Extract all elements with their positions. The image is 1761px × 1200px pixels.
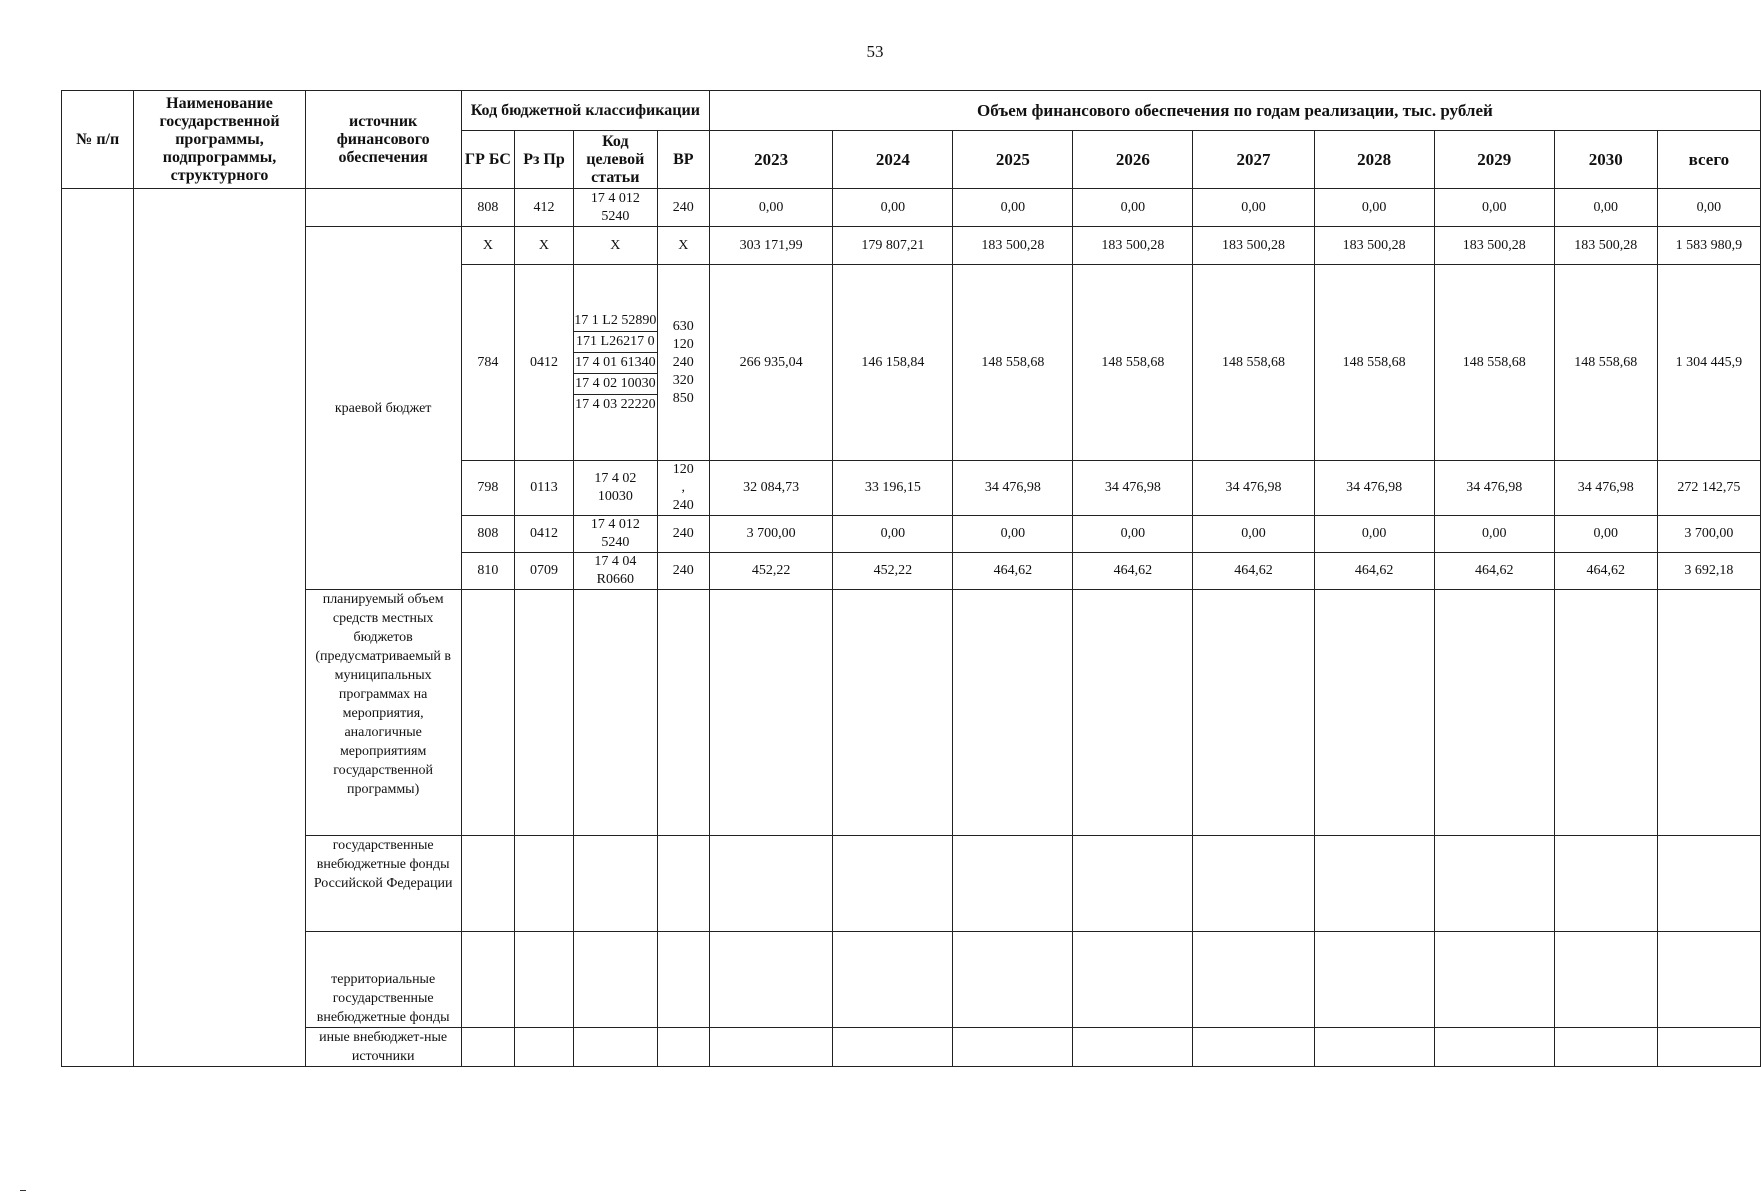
cell-value: 303 171,99	[709, 227, 832, 265]
cell-grbs: 798	[461, 461, 514, 516]
cell-total: 1 583 980,9	[1657, 227, 1760, 265]
cell-source-empty	[305, 189, 461, 227]
cell-value: 464,62	[1554, 553, 1657, 590]
cell-vr-list	[657, 461, 709, 516]
cell-value: 0,00	[1554, 516, 1657, 553]
cell-value: 464,62	[953, 553, 1073, 590]
cell-rzpr: 412	[515, 189, 574, 227]
cell-name-empty	[134, 189, 305, 1067]
header-year: 2026	[1073, 131, 1193, 189]
vr-code: 630	[672, 318, 694, 334]
cell-value: 0,00	[953, 189, 1073, 227]
header-year: 2025	[953, 131, 1073, 189]
header-program-name: Наименование государственной программы, подпрограммы, структурного	[134, 91, 305, 189]
cell-vr: 240	[657, 189, 709, 227]
header-rzpr: Рз Пр	[515, 131, 574, 189]
cell-value: 33 196,15	[833, 461, 953, 516]
header-num: № п/п	[62, 91, 134, 189]
cell-vr: 240	[657, 553, 709, 590]
kcs-code: 17 4 02 10030	[574, 374, 657, 395]
cell-rzpr: 0113	[515, 461, 574, 516]
cell-value: 148 558,68	[1554, 265, 1657, 461]
cell-grbs: 810	[461, 553, 514, 590]
header-year: 2030	[1554, 131, 1657, 189]
header-volume: Объем финансового обеспечения по годам реализации, тыс. рублей	[709, 91, 1760, 131]
cell-value: 34 476,98	[953, 461, 1073, 516]
cell-value: 452,22	[833, 553, 953, 590]
cell-value: 0,00	[1193, 516, 1314, 553]
cell-kcs: Х	[573, 227, 657, 265]
cell-value: 146 158,84	[833, 265, 953, 461]
financing-table-frame	[61, 90, 1743, 1105]
cell-value: 183 500,28	[1554, 227, 1657, 265]
cell-total: 0,00	[1657, 189, 1760, 227]
kcs-code: 171 L26217 0	[574, 332, 657, 353]
cell-value: 464,62	[1193, 553, 1314, 590]
cell-value: 0,00	[1073, 516, 1193, 553]
page-number: 53	[866, 42, 884, 61]
cell-value: 183 500,28	[1193, 227, 1314, 265]
source-regional-budget: краевой бюджет	[305, 227, 461, 590]
header-year: 2023	[709, 131, 832, 189]
financing-table	[61, 90, 1761, 1067]
vr-code: 850	[672, 390, 694, 406]
table-row	[62, 590, 1761, 836]
cell-value: 32 084,73	[709, 461, 832, 516]
cell-value: 0,00	[833, 189, 953, 227]
table-row	[62, 189, 1761, 227]
cell-value: 179 807,21	[833, 227, 953, 265]
header-kbk: Код бюджетной классификации	[461, 91, 709, 131]
cell-value: 0,00	[1314, 516, 1434, 553]
source-other: иные внебюджет-ные источники	[305, 1028, 461, 1067]
cell-rzpr: 0412	[515, 265, 574, 461]
cell-value: 0,00	[1314, 189, 1434, 227]
cell-value: 0,00	[1554, 189, 1657, 227]
vr-code: 320	[672, 372, 694, 388]
header-source: источник финансового обеспечения	[305, 91, 461, 189]
cell-value: 34 476,98	[1073, 461, 1193, 516]
table-row	[62, 227, 1761, 265]
cell-kcs: 17 4 012 5240	[573, 189, 657, 227]
cell-kcs-stack	[573, 265, 657, 461]
header-vr: ВР	[657, 131, 709, 189]
cell-value: 0,00	[833, 516, 953, 553]
cell-grbs: 784	[461, 265, 514, 461]
cell-value: 0,00	[1434, 189, 1554, 227]
header-kcs: Код целевой статьи	[573, 131, 657, 189]
table-row	[62, 1028, 1761, 1067]
table-row	[62, 932, 1761, 1028]
cell-rzpr: Х	[515, 227, 574, 265]
cell-vr: Х	[657, 227, 709, 265]
cell-value: 3 700,00	[709, 516, 832, 553]
cell-value: 34 476,98	[1314, 461, 1434, 516]
cell-value: 148 558,68	[1314, 265, 1434, 461]
cell-value: 148 558,68	[953, 265, 1073, 461]
cell-value: 183 500,28	[1073, 227, 1193, 265]
header-year: 2024	[833, 131, 953, 189]
cell-value: 34 476,98	[1554, 461, 1657, 516]
cell-value: 0,00	[1193, 189, 1314, 227]
cell-value: 464,62	[1073, 553, 1193, 590]
header-total: всего	[1657, 131, 1760, 189]
cell-kcs: 17 4 02 10030	[573, 461, 657, 516]
cell-value: 452,22	[709, 553, 832, 590]
table-row	[62, 836, 1761, 932]
header-year: 2028	[1314, 131, 1434, 189]
margin-mark	[20, 1190, 26, 1191]
vr-code: 240	[672, 354, 694, 370]
source-territorial-funds: территориальные государственные внебюджетные фонды	[305, 932, 461, 1028]
cell-total: 3 692,18	[1657, 553, 1760, 590]
cell-grbs: 808	[461, 516, 514, 553]
cell-grbs: Х	[461, 227, 514, 265]
vr-code: 120	[672, 462, 694, 477]
source-local-budgets: планируемый объем средств местных бюджетов (предусматриваемый в муниципальных программах на мероприятия, аналогичные мероприятиям государственной программы)	[305, 590, 461, 836]
cell-num-empty	[62, 189, 134, 1067]
header-year: 2027	[1193, 131, 1314, 189]
vr-code: 120	[672, 336, 694, 352]
cell-value: 266 935,04	[709, 265, 832, 461]
cell-vr: 240	[657, 516, 709, 553]
source-federal-funds: государственные внебюджетные фонды Российской Федерации	[305, 836, 461, 932]
kcs-code: 17 4 03 22220	[575, 396, 656, 412]
cell-value: 0,00	[709, 189, 832, 227]
cell-value: 34 476,98	[1434, 461, 1554, 516]
cell-value: 183 500,28	[1434, 227, 1554, 265]
cell-kcs: 17 4 04 R0660	[573, 553, 657, 590]
vr-code: ,	[681, 480, 686, 495]
kcs-code: 17 4 01 61340	[574, 353, 657, 374]
cell-value: 464,62	[1314, 553, 1434, 590]
cell-total: 1 304 445,9	[1657, 265, 1760, 461]
cell-value: 148 558,68	[1434, 265, 1554, 461]
cell-value: 183 500,28	[953, 227, 1073, 265]
cell-value: 0,00	[1073, 189, 1193, 227]
cell-grbs: 808	[461, 189, 514, 227]
kcs-code: 17 1 L2 52890	[574, 311, 657, 332]
cell-value: 0,00	[953, 516, 1073, 553]
cell-value: 464,62	[1434, 553, 1554, 590]
cell-vr-list	[657, 265, 709, 461]
cell-rzpr: 0709	[515, 553, 574, 590]
cell-rzpr: 0412	[515, 516, 574, 553]
cell-kcs: 17 4 012 5240	[573, 516, 657, 553]
cell-value: 148 558,68	[1073, 265, 1193, 461]
header-grbs: ГР БС	[461, 131, 514, 189]
cell-value: 183 500,28	[1314, 227, 1434, 265]
header-year: 2029	[1434, 131, 1554, 189]
cell-value: 148 558,68	[1193, 265, 1314, 461]
cell-total: 3 700,00	[1657, 516, 1760, 553]
cell-value: 34 476,98	[1193, 461, 1314, 516]
vr-code: 240	[672, 498, 694, 513]
cell-total: 272 142,75	[1657, 461, 1760, 516]
cell-value: 0,00	[1434, 516, 1554, 553]
